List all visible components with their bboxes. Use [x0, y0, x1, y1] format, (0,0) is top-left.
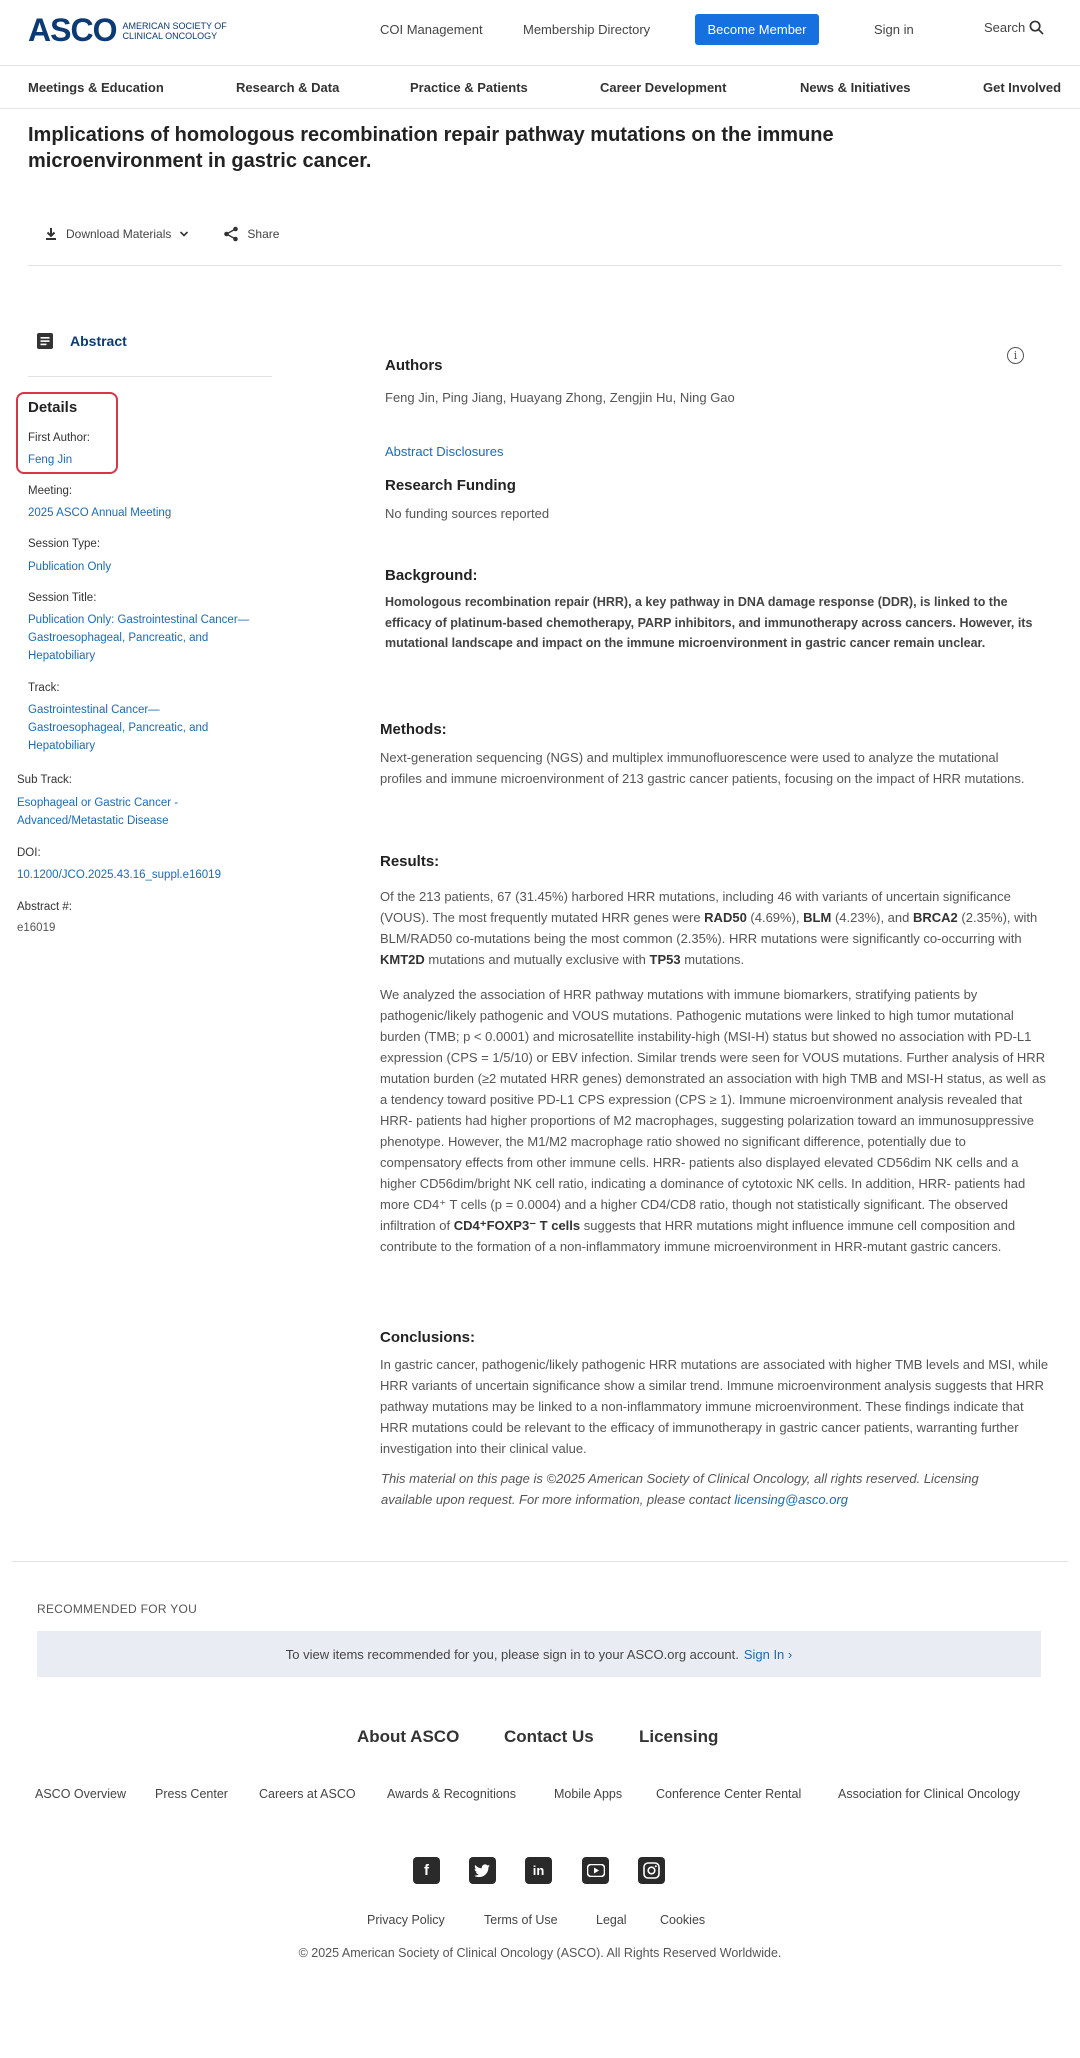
track-link[interactable]: Gastrointestinal Cancer—Gastroesophageal, Pancreatic, and Hepatobiliary [28, 704, 209, 752]
footer-association[interactable]: Association for Clinical Oncology [838, 1787, 1021, 1801]
logo-mark: ASCO [28, 12, 117, 48]
meeting-link[interactable]: 2025 ASCO Annual Meeting [28, 507, 172, 519]
logo-subtitle: AMERICAN SOCIETY OF CLINICAL ONCOLOGY [122, 20, 227, 41]
abstract-disclosures-link[interactable]: Abstract Disclosures [385, 444, 504, 459]
share-button[interactable] [223, 226, 279, 242]
subtrack-link[interactable]: Esophageal or Gastric Cancer - Advanced/Metastatic Disease [17, 797, 179, 827]
abstract-tab-label: Abstract [70, 333, 127, 349]
footer-legal[interactable]: Legal [596, 1913, 627, 1927]
document-icon [36, 332, 54, 350]
main-nav [0, 67, 1080, 109]
first-author-label: First Author: [28, 432, 90, 444]
asco-logo[interactable] [28, 12, 232, 49]
meeting-label: Meeting: [28, 485, 73, 497]
footer-licensing[interactable]: Licensing [639, 1727, 719, 1746]
recommended-banner [37, 1631, 1041, 1677]
authors-list: Feng Jin, Ping Jiang, Huayang Zhong, Zengjin Hu, Ning Gao [385, 390, 735, 405]
nav-career-development[interactable]: Career Development [600, 80, 727, 95]
action-bar [44, 226, 313, 242]
footer-careers[interactable]: Careers at ASCO [259, 1787, 356, 1801]
session-type-label: Session Type: [28, 538, 101, 550]
footer-privacy-policy[interactable]: Privacy Policy [367, 1913, 445, 1927]
youtube-icon[interactable] [582, 1857, 609, 1884]
search-button[interactable] [984, 20, 1044, 35]
page-title: Implications of homologous recombination repair pathway mutations on the immune microenvironment in gastric cancer. [28, 124, 834, 172]
become-member-button[interactable]: Become Member [695, 14, 819, 45]
background-text: Homologous recombination repair (HRR), a key pathway in DNA damage response (DDR), is linked to the efficacy of platinum-based chemotherapy, PARP inhibitors, and immunotherapy across cancers. However, its mutational landscape and impact on the immune microenvironment in gastric cancer remain unclear. [385, 595, 1033, 650]
share-label: Share [247, 227, 280, 241]
track-label: Track: [28, 682, 60, 694]
sign-in-link[interactable]: Sign in [874, 22, 914, 37]
divider [12, 1561, 1068, 1562]
footer-awards[interactable]: Awards & Recognitions [387, 1787, 517, 1801]
recommended-sign-in-link[interactable]: Sign In › [743, 1646, 793, 1662]
divider [28, 265, 1062, 266]
session-type-link[interactable]: Publication Only [28, 561, 112, 573]
methods-heading: Methods: [380, 721, 447, 738]
research-funding-heading: Research Funding [385, 477, 516, 494]
results-paragraph-2: We analyzed the association of HRR pathway mutations with immune biomarkers, stratifying patients by pathogenic/likely pathogenic and VOUS mutations. Pathogenic mutations were linked to high tumor mutational burden (TMB; p < 0.0001) and microsatellite instability-high (MSI-H) status but showed no association with PD-L1 expression (CPS = 1/5/10) or EBV infection. Similar trends were seen for VOUS mutations. Further analysis of HRR mutation burden (≥2 mutated HRR genes) demonstrated an association with high TMB and MSI-H status, as well as a tendency toward positive PD-L1 CPS expression (CPS ≥ 1). Immune microenvironment analysis revealed that HRR- patients had higher proportions of M2 macrophages, suggesting polarization toward an immunosuppressive phenotype. However, the M1/M2 macrophage ratio showed no significant difference, potentially due to compensatory effects from other immune cells. HRR- patients also displayed elevated CD56dim NK cells and a higher CD56dim/bright NK cell ratio, indicating a dominance of cytotoxic NK cells. In addition, HRR- patients had more CD4⁺ T cells (p = 0.0004) and a higher CD4/CD8 ratio, though not statistically significant. The observed infiltration of CD4⁺FOXP3⁻ T cells suggests that HRR mutations might influence immune cell composition and contribute to the formation of a non-inflammatory immune microenvironment in HRR-mutant gastric cancers. [380, 987, 1046, 1254]
doi-link[interactable]: 10.1200/JCO.2025.43.16_suppl.e16019 [17, 869, 221, 881]
footer-terms-of-use[interactable]: Terms of Use [484, 1913, 558, 1927]
subtrack-label: Sub Track: [17, 774, 72, 786]
info-icon[interactable]: i [1007, 347, 1024, 364]
copyright-note: This material on this page is ©2025 American Society of Clinical Oncology, all rights reserved. Licensing available upon request. For more information, please contact licensing@asco.org [381, 1471, 979, 1507]
results-heading: Results: [380, 853, 440, 870]
linkedin-icon[interactable]: in [525, 1857, 552, 1884]
download-icon [44, 227, 58, 241]
first-author-link[interactable]: Feng Jin [28, 454, 73, 466]
footer-cookies[interactable]: Cookies [660, 1913, 706, 1927]
share-icon [223, 226, 239, 242]
nav-practice-patients[interactable]: Practice & Patients [410, 80, 528, 95]
abstract-number-label: Abstract #: [17, 901, 72, 913]
research-funding-text: No funding sources reported [385, 506, 550, 521]
background-heading: Background: [385, 567, 478, 584]
top-header [0, 0, 1080, 66]
methods-text: Next-generation sequencing (NGS) and multiplex immunofluorescence were used to analyze the mutational profiles and immune microenvironment of 213 gastric cancer patients, focusing on the impact of HRR mutations. [380, 750, 1025, 786]
recommended-text: To view items recommended for you, please sign in to your ASCO.org account. [285, 1646, 739, 1662]
twitter-icon[interactable] [469, 1857, 496, 1884]
membership-directory-link[interactable]: Membership Directory [523, 22, 651, 37]
session-title-link[interactable]: Publication Only: Gastrointestinal Cancer—Gastroesophageal, Pancreatic, and Hepatobiliary [28, 614, 250, 662]
nav-research-data[interactable]: Research & Data [236, 80, 340, 95]
conclusions-text: In gastric cancer, pathogenic/likely pathogenic HRR mutations are associated with higher TMB levels and MSI, while HRR variants of uncertain significance show a similar trend. Immune microenvironment analysis suggests that HRR pathway mutations may be linked to a non-inflammatory immune microenvironment. These findings indicate that HRR mutations could be relevant to the efficacy of immunotherapy in gastric cancer patients, warranting further investigation into their clinical value. [380, 1357, 1049, 1456]
footer-contact-us[interactable]: Contact Us [504, 1727, 594, 1746]
abstract-number: e16019 [17, 922, 56, 934]
doi-label: DOI: [17, 847, 41, 859]
footer-copyright: © 2025 American Society of Clinical Oncology (ASCO). All Rights Reserved Worldwide. [298, 1946, 782, 1960]
download-label: Download Materials [66, 227, 172, 241]
footer-press-center[interactable]: Press Center [155, 1787, 228, 1801]
footer-mobile-apps[interactable]: Mobile Apps [554, 1787, 623, 1801]
nav-news-initiatives[interactable]: News & Initiatives [800, 80, 911, 95]
details-heading: Details [28, 399, 78, 416]
licensing-email-link[interactable]: licensing@asco.org [734, 1492, 849, 1507]
search-label: Search [984, 20, 1026, 35]
search-icon [1029, 20, 1044, 35]
coi-management-link[interactable]: COI Management [380, 22, 483, 37]
facebook-icon[interactable]: f [413, 1857, 440, 1884]
conclusions-heading: Conclusions: [380, 1329, 476, 1346]
results-paragraph-1: Of the 213 patients, 67 (31.45%) harbored HRR mutations, including 46 with variants of uncertain significance (VOUS). The most frequently mutated HRR genes were RAD50 (4.69%), BLM (4.23%), and BRCA2 (2.35%), with BLM/RAD50 co-mutations being the most common (2.35%). HRR mutations were significantly co-occurring with KMT2D mutations and mutually exclusive with TP53 mutations. [380, 889, 1038, 967]
footer-conference-center[interactable]: Conference Center Rental [656, 1787, 802, 1801]
download-materials-button[interactable] [44, 227, 189, 241]
nav-get-involved[interactable]: Get Involved [983, 80, 1062, 95]
footer-about-asco[interactable]: About ASCO [357, 1727, 460, 1746]
divider [28, 376, 272, 377]
authors-heading: Authors [385, 357, 443, 374]
instagram-icon[interactable] [638, 1857, 665, 1884]
abstract-tab[interactable] [36, 332, 127, 350]
chevron-down-icon [179, 229, 189, 239]
footer-asco-overview[interactable]: ASCO Overview [35, 1787, 126, 1801]
session-title-label: Session Title: [28, 592, 97, 604]
recommended-label: RECOMMENDED FOR YOU [37, 1602, 198, 1616]
nav-meetings-education[interactable]: Meetings & Education [28, 80, 164, 95]
